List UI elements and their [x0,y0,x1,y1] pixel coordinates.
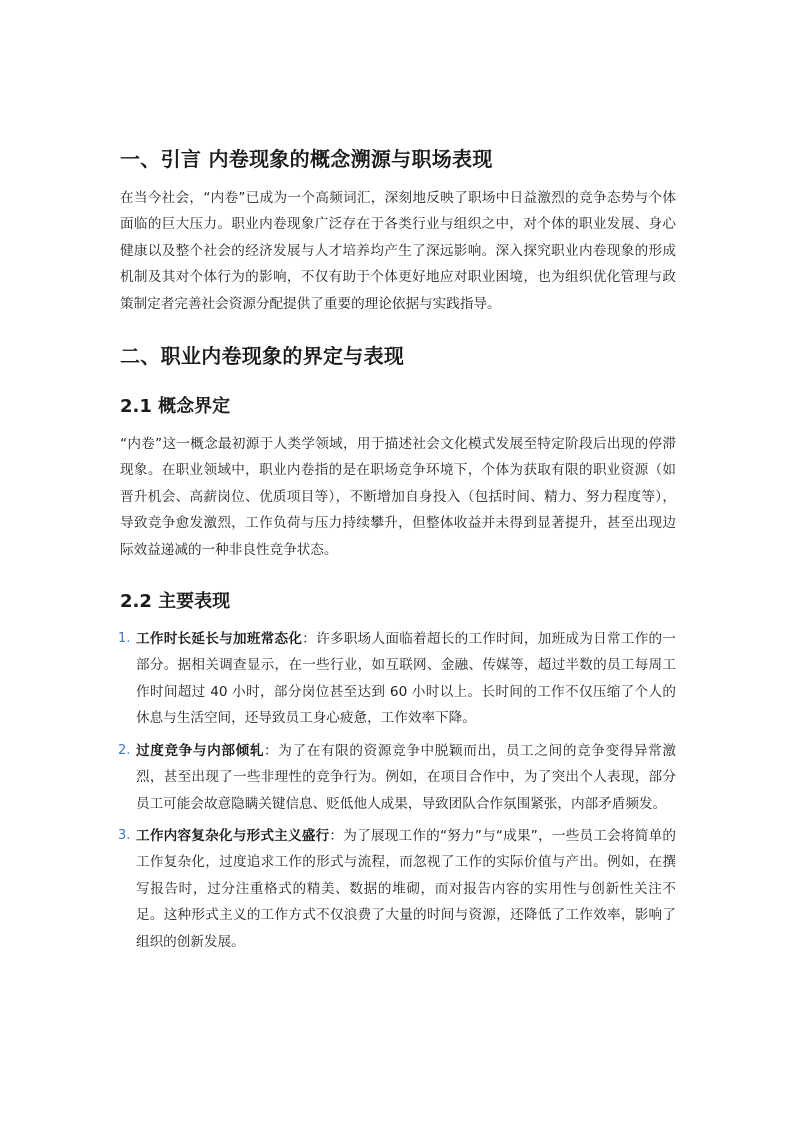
manifestations-list [120,626,676,955]
list-item [120,823,676,955]
list-item-text: ：为了在有限的资源竞争中脱颖而出，员工之间的竞争变得异常激烈，甚至出现了一些非理性的竞争行为。例如，在项目合作中，为了突出个人表现，部分员工可能会故意隐瞒关键信息、贬低他人成果，导致团队合作氛围紧张，内部矛盾频发。 [136,742,676,812]
subsection-2-1-heading: 2.1 概念界定 [120,396,231,418]
subsection-2-2-heading: 2.2 主要表现 [120,591,231,613]
list-item [120,626,676,732]
list-number: 2. [118,742,131,758]
list-item-lead: 工作时长延长与加班常态化 [136,631,303,648]
section-1-paragraph: 在当今社会，“内卷”已成为一个高频词汇，深刻地反映了职场中日益激烈的竞争态势与个体面临的巨大压力。职业内卷现象广泛存在于各类行业与组织之中，对个体的职业发展、身心健康以及整个社会的经济发展与人才培养均产生了深远影响。深入探究职业内卷现象的形成机制及其对个体行为的影响，不仅有助于个体更好地应对职业困境，也为组织优化管理与政策制定者完善社会资源分配提供了重要的理论依据与实践指导。 [120,190,676,312]
list-number: 1. [118,631,131,647]
list-item [120,738,676,817]
section-2-heading: 二、职业内卷现象的界定与表现 [120,344,405,369]
document-body [120,143,676,955]
section-1-heading: 一、引言 内卷现象的概念溯源与职场表现 [120,147,493,171]
list-number: 3. [118,827,131,843]
list-item-text: ：为了展现工作的“努力”与“成果”，一些员工会将简单的工作复杂化，过度追求工作的形式与流程，而忽视了工作的实际价值与产出。例如，在撰写报告时，过分注重格式的精美、数据的堆砌，而对报告内容的实用性与创新性关注不足。这种形式主义的工作方式不仅浪费了大量的时间与资源，还降低了工作效率，影响了组织的创新发展。 [136,827,677,950]
list-item-lead: 过度竞争与内部倾轧 [136,742,265,759]
list-item-lead: 工作内容复杂化与形式主义盛行 [136,827,330,844]
subsection-2-1-paragraph: “内卷”这一概念最初源于人类学领域，用于描述社会文化模式发展至特定阶段后出现的停滞现象。在职业领域中，职业内卷指的是在职场竞争环境下，个体为获取有限的职业资源（如晋升机会、高薪岗位、优质项目等），不断增加自身投入（包括时间、精力、努力程度等），导致竞争愈发激烈，工作负荷与压力持续攀升，但整体收益并未得到显著提升，甚至出现边际效益递减的一种非良性竞争状态。 [120,436,676,558]
list-item-text: ：许多职场人面临着超长的工作时间，加班成为日常工作的一部分。据相关调查显示，在一些行业，如互联网、金融、传媒等，超过半数的员工每周工作时间超过 40 小时，部分岗位甚至达到 60 小时以上。长时间的工作不仅压缩了个人的休息与生活空间，还导致员工身心疲惫，工作效率下降。 [136,631,676,727]
